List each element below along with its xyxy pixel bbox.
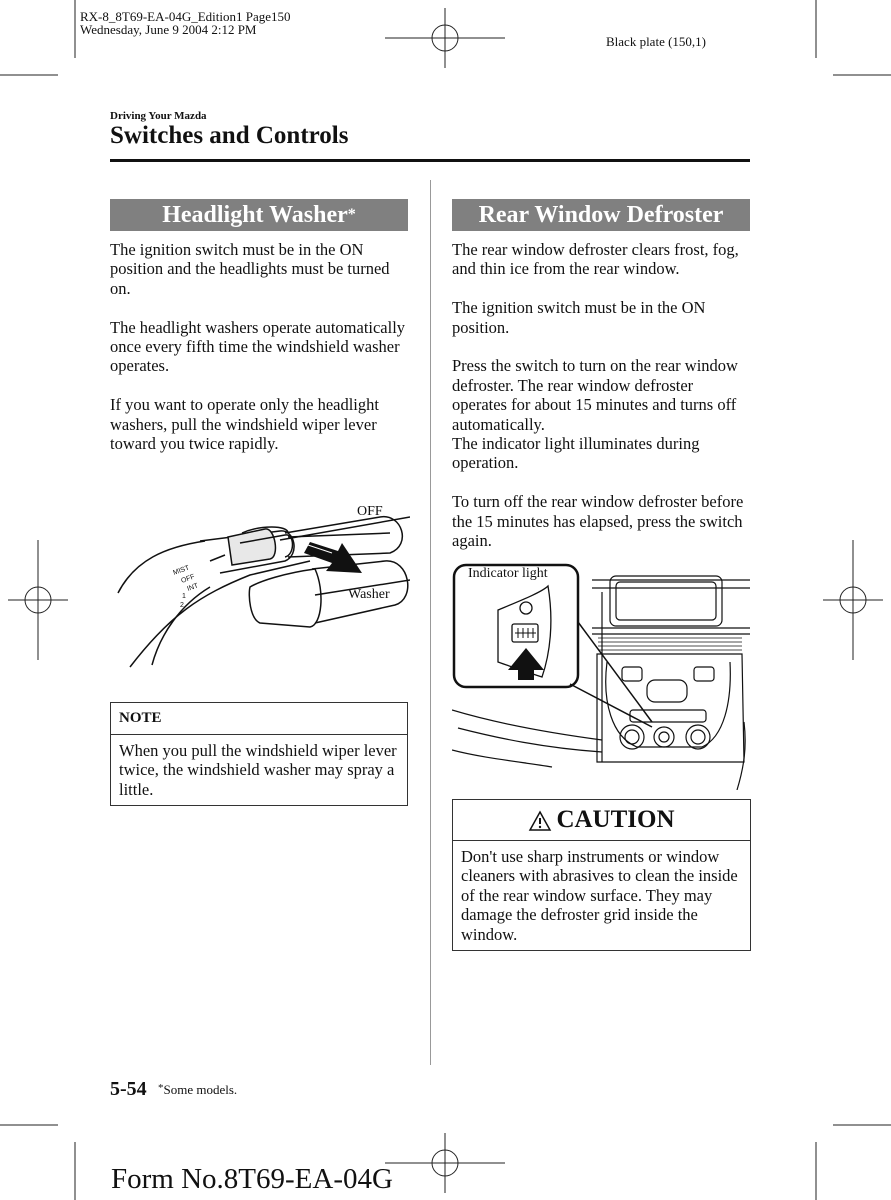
plate-label: Black plate (150,1) — [606, 34, 706, 49]
page-title: Switches and Controls — [110, 122, 349, 149]
paragraph: To turn off the rear window defroster before the 15 minutes has elapsed, press the switch again. — [452, 492, 744, 551]
paragraph: The ignition switch must be in the ON position. — [452, 298, 706, 337]
column-divider — [430, 180, 431, 1065]
form-number: Form No.8T69-EA-04G — [111, 1163, 393, 1195]
paragraph: The headlight washers operate automatically once every fifth time the windshield washer operates. — [110, 317, 406, 376]
defroster-switch-diagram — [452, 562, 750, 790]
note-text: When you pull the windshield wiper lever twice, the windshield washer may spray a little. — [119, 741, 397, 799]
section-label: Driving Your Mazda — [110, 110, 207, 122]
lever-mark-mist: MIST — [172, 564, 191, 577]
washer-label: Washer — [348, 587, 390, 602]
paragraph: Press the switch to turn on the rear window defroster. The rear window defroster operates for about 15 minutes and turns off automatically. The indicator light illuminates during operation. — [452, 356, 738, 473]
heading-text: Rear Window Defroster — [478, 202, 724, 228]
paragraph: The rear window defroster clears frost, fog, and thin ice from the rear window. — [452, 240, 739, 279]
indicator-light-label: Indicator light — [468, 566, 548, 581]
headlight-washer-heading — [110, 199, 408, 231]
caution-text: Don't use sharp instruments or window cleaners with abrasives to clean the inside of the rear window surface. They may damage the defroster grid inside the window. — [461, 847, 738, 944]
title-rule — [110, 159, 750, 162]
caution-title-row — [453, 800, 750, 841]
caution-title: CAUTION — [556, 806, 675, 833]
page-number: 5-54 — [110, 1078, 147, 1100]
note-title: NOTE — [111, 703, 407, 735]
paragraph: The ignition switch must be in the ON position and the headlights must be turned on. — [110, 240, 390, 298]
footnote — [158, 1082, 237, 1098]
defroster-body — [452, 240, 752, 570]
footnote-mark: * — [158, 1082, 164, 1094]
lever-mark-int: INT — [186, 582, 200, 593]
heading-text: Headlight Washer — [162, 202, 348, 228]
wiper-lever-diagram — [110, 495, 410, 670]
print-metadata — [80, 10, 291, 36]
warning-triangle-icon — [528, 810, 552, 832]
print-meta-line2: Wednesday, June 9 2004 2:12 PM — [80, 22, 257, 37]
print-meta-line1: RX-8_8T69-EA-04G_Edition1 Page150 — [80, 9, 291, 24]
headlight-washer-body — [110, 240, 410, 473]
off-label: OFF — [357, 504, 383, 519]
some-models-star: * — [347, 206, 356, 223]
rear-window-defroster-heading — [452, 199, 750, 231]
note-box — [110, 702, 408, 806]
caution-box — [452, 799, 751, 951]
lever-mark-1: 1 — [182, 593, 186, 600]
lever-mark-2: 2 — [180, 602, 184, 609]
lever-mark-off: OFF — [180, 573, 196, 585]
footnote-text: Some models. — [163, 1082, 238, 1097]
paragraph: If you want to operate only the headlight washers, pull the windshield wiper lever toward you twice rapidly. — [110, 395, 379, 454]
